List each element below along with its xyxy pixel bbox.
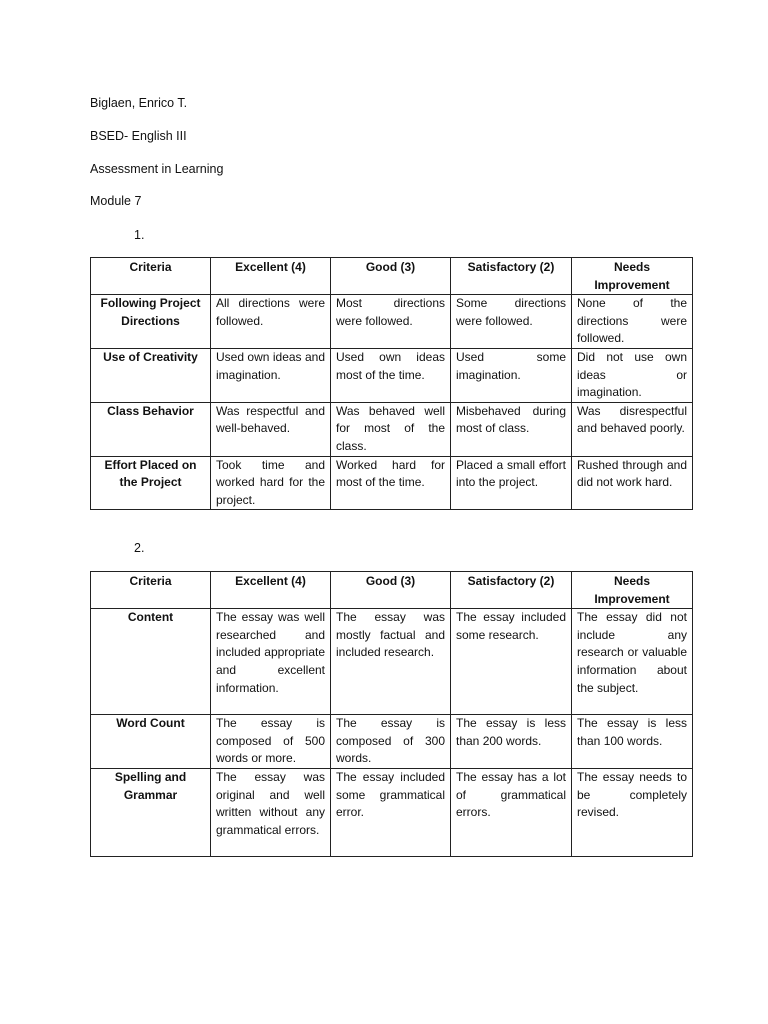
criteria-cell: Spelling and Grammar (91, 768, 211, 856)
student-name: Biglaen, Enrico T. (90, 96, 188, 110)
header-good: Good (3) (331, 572, 451, 609)
header-excellent: Excellent (4) (211, 572, 331, 609)
table-row (91, 609, 693, 715)
good-cell: The essay is composed of 300 words. (331, 715, 451, 769)
header-satisfactory: Satisfactory (2) (451, 572, 572, 609)
criteria-cell: Class Behavior (91, 402, 211, 456)
criteria-cell: Effort Placed on the Project (91, 456, 211, 510)
satisfactory-cell: The essay is less than 200 words. (451, 715, 572, 769)
good-cell: The essay was mostly factual and included research. (331, 609, 451, 715)
criteria-cell: Following Project Directions (91, 295, 211, 349)
excellent-cell: The essay is composed of 500 words or more. (211, 715, 331, 769)
header-satisfactory: Satisfactory (2) (451, 258, 572, 295)
satisfactory-cell: Placed a small effort into the project. (451, 456, 572, 510)
criteria-cell: Content (91, 609, 211, 715)
needs-improvement-cell: The essay is less than 100 words. (572, 715, 693, 769)
needs-improvement-cell: None of the directions were followed. (572, 295, 693, 349)
good-cell: Used own ideas most of the time. (331, 348, 451, 402)
excellent-cell: The essay was well researched and included appropriate and excellent information. (211, 609, 331, 715)
excellent-cell: Was respectful and well-behaved. (211, 402, 331, 456)
header-excellent: Excellent (4) (211, 258, 331, 295)
table-row (91, 456, 693, 510)
excellent-cell: The essay was original and well written without any grammatical errors. (211, 768, 331, 856)
header-good: Good (3) (331, 258, 451, 295)
good-cell: Most directions were followed. (331, 295, 451, 349)
rubric-table-2 (90, 571, 693, 857)
criteria-cell: Use of Creativity (91, 348, 211, 402)
table-row (91, 402, 693, 456)
excellent-cell: Took time and worked hard for the project. (211, 456, 331, 510)
course-label: BSED- English III (90, 129, 187, 143)
table-row (91, 715, 693, 769)
needs-improvement-cell: The essay did not include any research or valuable information about the subject. (572, 609, 693, 715)
header-needs-improvement: Needs Improvement (572, 572, 693, 609)
table-row (91, 348, 693, 402)
item-number-1: 1. (134, 228, 145, 242)
header-needs-improvement: Needs Improvement (572, 258, 693, 295)
needs-improvement-cell: The essay needs to be completely revised. (572, 768, 693, 856)
needs-improvement-cell: Was disrespectful and behaved poorly. (572, 402, 693, 456)
satisfactory-cell: The essay included some research. (451, 609, 572, 715)
item-number-2: 2. (134, 541, 145, 555)
satisfactory-cell: Some directions were followed. (451, 295, 572, 349)
good-cell: The essay included some grammatical error. (331, 768, 451, 856)
criteria-cell: Word Count (91, 715, 211, 769)
good-cell: Worked hard for most of the time. (331, 456, 451, 510)
satisfactory-cell: Used some imagination. (451, 348, 572, 402)
header-criteria: Criteria (91, 258, 211, 295)
table-row (91, 768, 693, 856)
rubric-table-1 (90, 257, 693, 510)
good-cell: Was behaved well for most of the class. (331, 402, 451, 456)
needs-improvement-cell: Rushed through and did not work hard. (572, 456, 693, 510)
module-label: Module 7 (90, 194, 142, 208)
table-header-row (91, 258, 693, 295)
satisfactory-cell: The essay has a lot of grammatical errors. (451, 768, 572, 856)
needs-improvement-cell: Did not use own ideas or imagination. (572, 348, 693, 402)
header-criteria: Criteria (91, 572, 211, 609)
excellent-cell: All directions were followed. (211, 295, 331, 349)
excellent-cell: Used own ideas and imagination. (211, 348, 331, 402)
subject-label: Assessment in Learning (90, 162, 224, 176)
table-header-row (91, 572, 693, 609)
table-row (91, 295, 693, 349)
satisfactory-cell: Misbehaved during most of class. (451, 402, 572, 456)
